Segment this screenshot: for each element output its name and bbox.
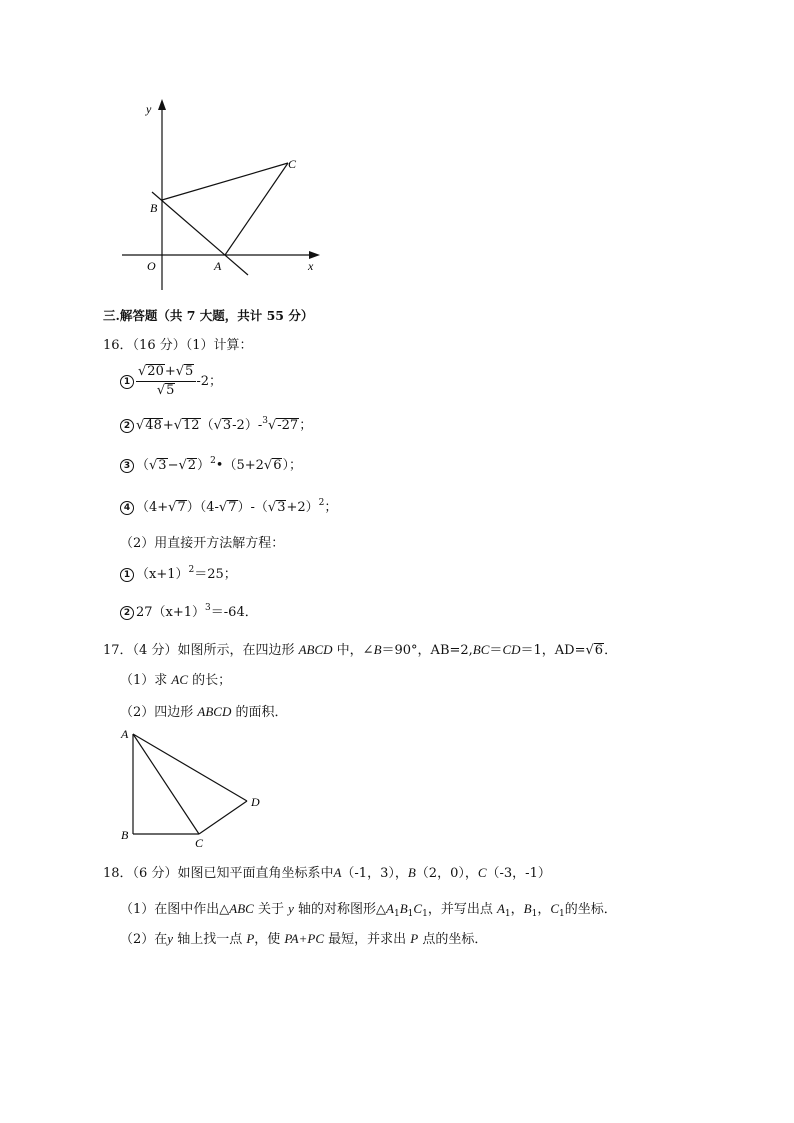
circled-number: 1: [120, 568, 134, 582]
q16-item1: 1 $\frac{√20+√5}{√5}$ -2；: [120, 364, 222, 399]
circled-number: 2: [120, 606, 134, 620]
origin-label: O: [147, 259, 156, 273]
segment-bc: [162, 163, 288, 200]
q16-item2: 2 √48+√12（√3-2）-$^3$√-27；: [120, 418, 312, 434]
circled-number: 3: [120, 459, 134, 473]
point-c-label: C: [288, 157, 297, 171]
segment-ca: [225, 163, 288, 255]
q16-item3: 3 $(√3-√2)^2•(5+2√6)$；: [120, 458, 302, 474]
point-a-label: A: [121, 727, 129, 741]
segment-cd: [199, 801, 247, 834]
point-b-label: B: [150, 201, 158, 215]
q16-header: 16．（16 分）（1）计算：: [103, 338, 253, 353]
circled-number: 2: [120, 419, 134, 433]
quadrilateral-figure: [115, 725, 275, 855]
x-axis-label: x: [308, 259, 314, 273]
point-d-label: D: [251, 795, 260, 809]
q16-eq2: 2 $27(x+1)^3=-64$．: [120, 605, 258, 621]
segment-da: [133, 734, 247, 801]
q16-eq1: 1 $(x+1)^2=25$；: [120, 567, 237, 583]
section-title: 三.解答题（共 7 大题，共计 55 分）: [103, 308, 314, 323]
q18-part2: （2）在y 轴上找一点 P，使 PA+PC 最短，并求出 P 点的坐标．: [120, 931, 488, 947]
q18-header: 18．（6 分）如图已知平面直角坐标系中A（-1，3），B（2，0），C（-3，-1）: [103, 865, 551, 881]
q18-part1: （1）在图中作出△ABC 关于 y 轴的对称图形$\triangle A_1B_1C_1$，并写出点 $A_1$，$B_1$，$C_1$的坐标．: [120, 901, 617, 919]
line-through-ab: [152, 192, 248, 275]
circled-number: 4: [120, 501, 134, 515]
segment-ac: [133, 734, 199, 834]
circled-number: 1: [120, 375, 134, 389]
x-axis-arrow: [309, 251, 320, 259]
coordinate-figure: [110, 95, 340, 295]
y-axis-label: y: [146, 102, 152, 116]
point-c-label: C: [195, 836, 204, 850]
y-axis-arrow: [158, 99, 166, 110]
q17-header: 17．（4 分）如图所示，在四边形 ABCD 中，∠B＝90°，AB=2,BC＝CD＝1，AD=√6．: [103, 642, 618, 658]
q17-part1: （1）求 AC 的长；: [120, 672, 232, 688]
point-a-label: A: [214, 259, 222, 273]
point-b-label: B: [121, 828, 129, 842]
q17-part2: （2）四边形 ABCD 的面积．: [120, 704, 288, 720]
q16-item4: 4 $(4+√7)(4-√7)-(√3+2)^2$；: [120, 500, 337, 516]
fraction: $\frac{√20+√5}{√5}$: [136, 364, 196, 399]
q16-part2: （2）用直接开方法解方程：: [120, 536, 285, 551]
